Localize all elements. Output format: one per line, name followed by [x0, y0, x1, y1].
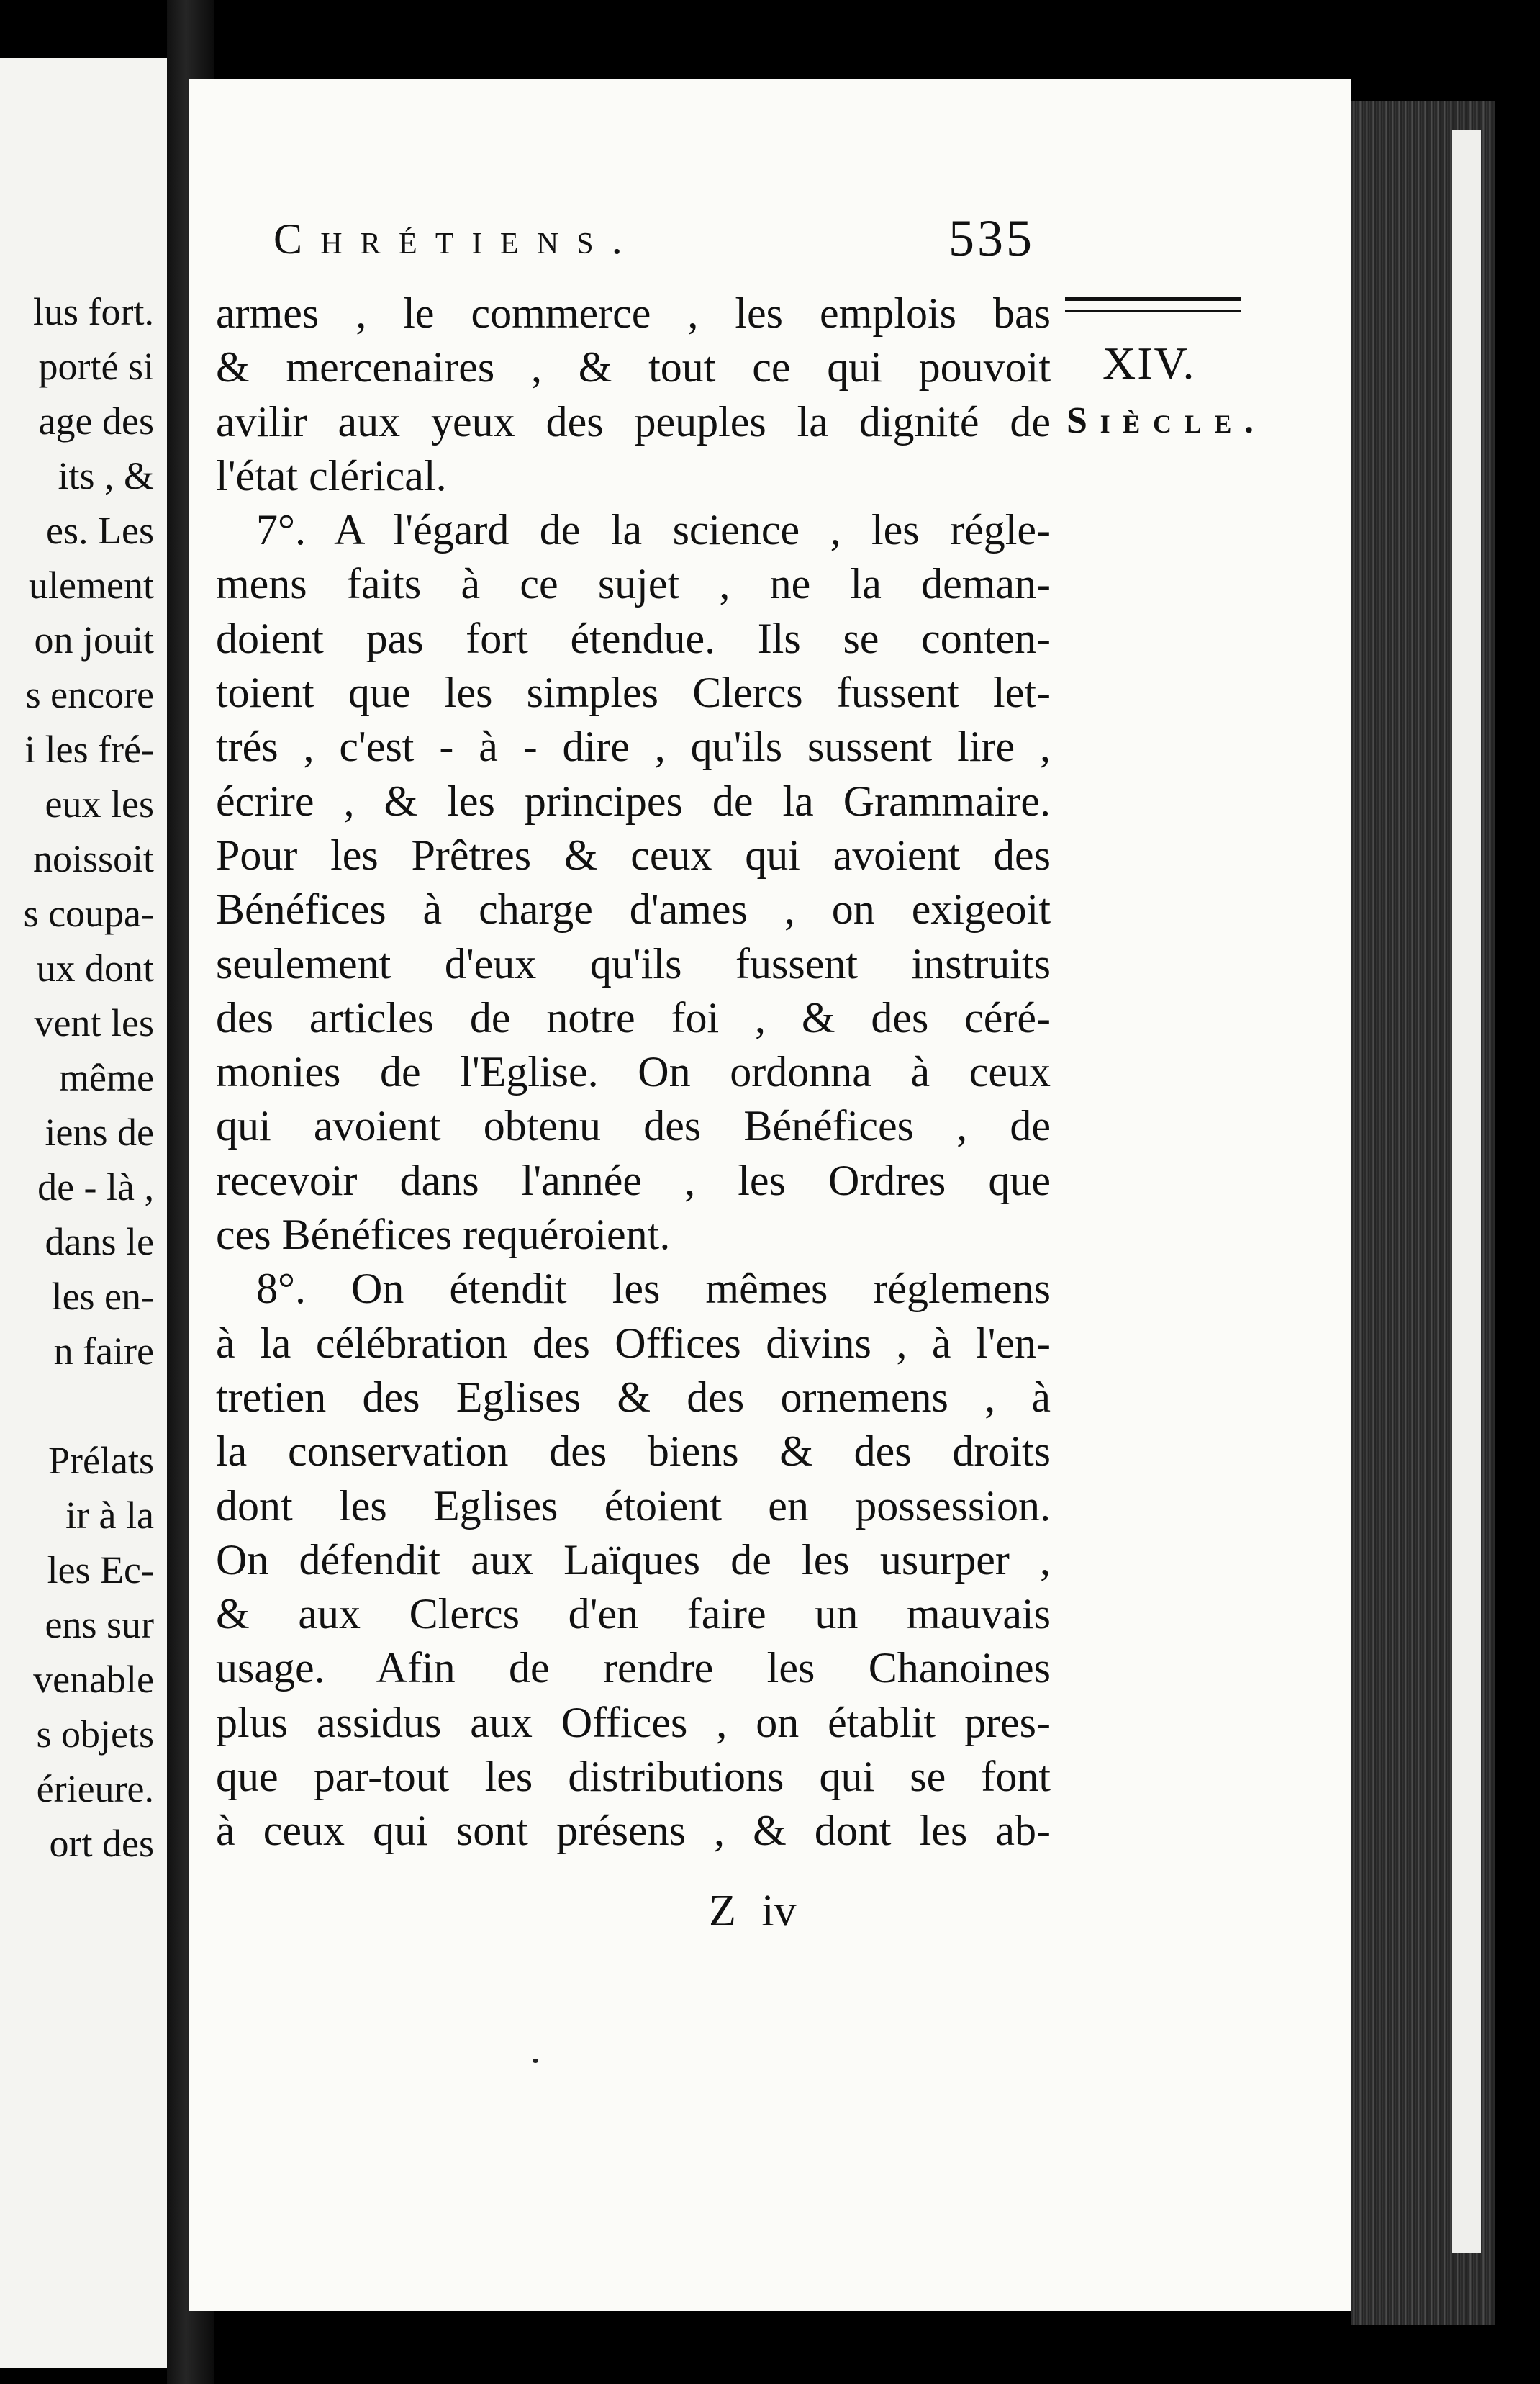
- left-line: même: [59, 1056, 154, 1099]
- left-line: de - là ,: [37, 1165, 154, 1209]
- signature-mark: Z iv: [709, 1887, 797, 1936]
- left-line: ens sur: [45, 1603, 154, 1646]
- left-line: n faire: [53, 1329, 154, 1373]
- body-line: seulement d'eux qu'ils fussent instruits: [216, 939, 1051, 988]
- body-line: dont les Eglises étoient en possession.: [216, 1481, 1051, 1530]
- body-line: écrire , & les principes de la Grammaire.: [216, 777, 1051, 825]
- body-line: armes , le commerce , les emplois bas: [216, 289, 1051, 337]
- left-line: ort des: [49, 1822, 154, 1865]
- body-line: la conservation des biens & des droits: [216, 1427, 1051, 1476]
- left-page-text: [0, 284, 154, 1871]
- running-head: [273, 215, 1065, 272]
- left-line: [0, 1378, 154, 1433]
- left-line: its , &: [58, 454, 154, 497]
- left-line: ulement: [29, 564, 154, 607]
- body-text: [216, 286, 1051, 1859]
- body-line: plus assidus aux Offices , on établit pres-: [216, 1698, 1051, 1746]
- body-line: 8°. On étendit les mêmes réglemens: [256, 1265, 1051, 1313]
- left-line: age des: [38, 399, 154, 443]
- left-line: s encore: [25, 673, 154, 716]
- left-line: noissoit: [32, 837, 154, 880]
- body-line: avilir aux yeux des peuples la dignité de: [216, 397, 1051, 446]
- margin-century-note: XIV.: [1102, 338, 1196, 389]
- left-line: iens de: [45, 1111, 154, 1154]
- left-line: s coupa-: [23, 892, 154, 935]
- left-line: vent les: [34, 1001, 154, 1044]
- left-line: i les fré-: [24, 728, 154, 771]
- left-line: venable: [33, 1658, 154, 1701]
- left-line: lus fort.: [33, 290, 154, 333]
- body-line: 7°. A l'égard de la science , les régle-: [256, 506, 1051, 554]
- body-line: qui avoient obtenu des Bénéfices , de: [216, 1102, 1051, 1150]
- body-line: usage. Afin de rendre les Chanoines: [216, 1644, 1051, 1692]
- body-line: & mercenaires , & tout ce qui pouvoit: [216, 343, 1051, 392]
- left-line: porté si: [38, 345, 154, 388]
- left-line: Prélats: [48, 1439, 154, 1482]
- body-line: mens faits à ce sujet , ne la deman-: [216, 560, 1051, 608]
- body-line: à la célébration des Offices divins , à l'en-: [216, 1319, 1051, 1367]
- margin-rule: [1065, 297, 1241, 312]
- page-speck: [533, 2059, 538, 2063]
- running-title: Chrétiens.: [273, 215, 641, 263]
- left-line: on jouit: [34, 618, 154, 662]
- left-line: les Ec-: [47, 1548, 154, 1591]
- page-number: 535: [948, 209, 1035, 267]
- body-line: tretien des Eglises & des ornemens , à: [216, 1373, 1051, 1421]
- body-line: ces Bénéfices requéroient.: [216, 1211, 671, 1259]
- left-line: s objets: [36, 1712, 154, 1756]
- body-line: & aux Clercs d'en faire un mauvais: [216, 1590, 1051, 1638]
- body-line: l'état clérical.: [216, 451, 447, 500]
- margin-siecle-note: Siècle.: [1066, 400, 1267, 441]
- book-fore-edge-rim: [1452, 130, 1481, 2253]
- left-line: les en-: [51, 1275, 154, 1318]
- body-line: doient pas fort étendue. Ils se conten-: [216, 614, 1051, 662]
- body-line: toient que les simples Clercs fussent let-: [216, 669, 1051, 717]
- left-facing-page: [0, 58, 167, 2368]
- left-line: eux les: [45, 782, 154, 826]
- body-line: Pour les Prêtres & ceux qui avoient des: [216, 831, 1051, 879]
- left-line: ux dont: [36, 947, 154, 990]
- left-line: érieure.: [36, 1767, 154, 1810]
- body-line: que par-tout les distributions qui se font: [216, 1753, 1051, 1801]
- left-line: es. Les: [46, 509, 154, 552]
- left-line: dans le: [45, 1220, 154, 1263]
- body-line: monies de l'Eglise. On ordonna à ceux: [216, 1048, 1051, 1096]
- body-line: Bénéfices à charge d'ames , on exigeoit: [216, 885, 1051, 934]
- body-line: à ceux qui sont présens , & dont les ab-: [216, 1807, 1051, 1855]
- body-line: recevoir dans l'année , les Ordres que: [216, 1156, 1051, 1204]
- body-line: trés , c'est - à - dire , qu'ils sussent lire ,: [216, 723, 1051, 771]
- body-line: des articles de notre foi , & des céré-: [216, 993, 1051, 1042]
- body-line: On défendit aux Laïques de les usurper ,: [216, 1535, 1051, 1584]
- left-line: ir à la: [65, 1494, 154, 1537]
